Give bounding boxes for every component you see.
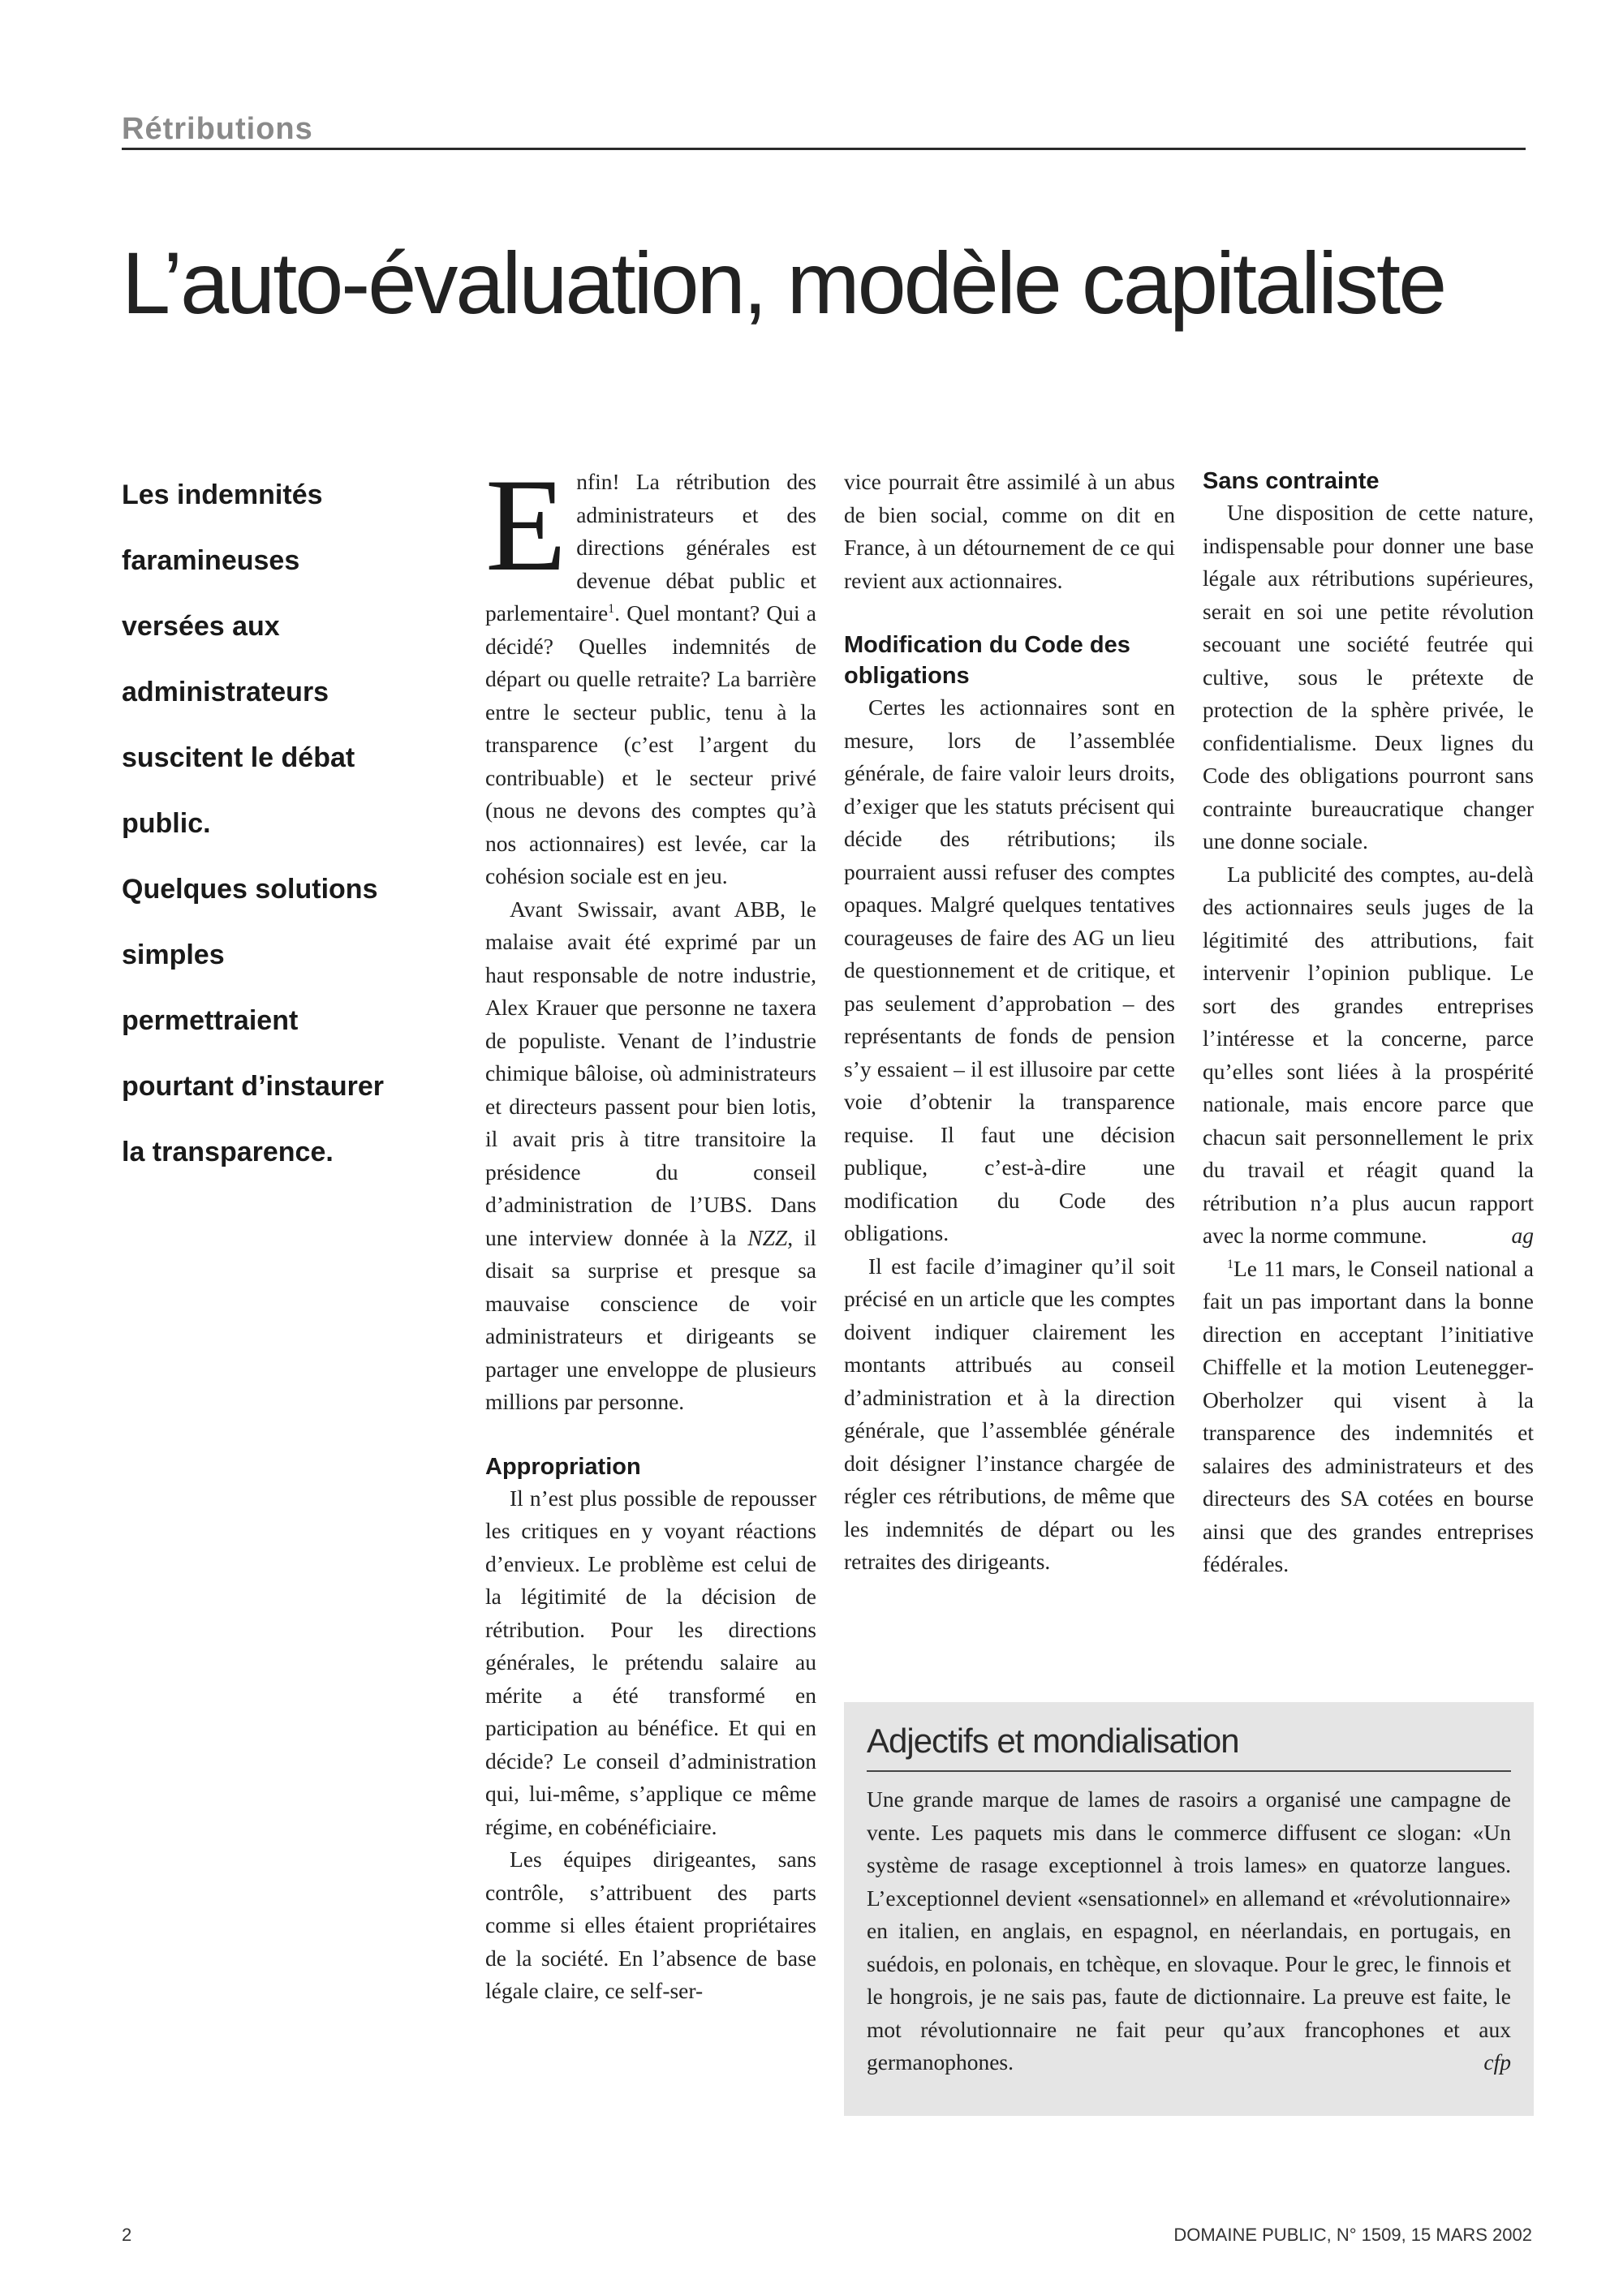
box-body: Une grande marque de lames de rasoirs a organisé une campagne de vente. Les paquets mis dans le commerce diffusent ce slogan: «Un système de rasage exceptionnel à trois lames» en quatorze langues. L’exceptionnel devient «sensationnel» en allemand et «révolutionnaire» en italien, en anglais, en espagnol, en néerlandais, en portugais, en suédois, en polonais, en tchèque, en slovaque. Pour le grec, le finnois et le hongrois, je ne sais pas, faute de dictionnaire. La preuve est faite, le mot révolutionnaire ne fait peur qu’aux francophones et aux germanophones. cfp (867, 1783, 1511, 2079)
publication-footer: DOMAINE PUBLIC, N° 1509, 15 MARS 2002 (1173, 2225, 1532, 2245)
author-signature: ag (1511, 1223, 1534, 1248)
subheading-sans-contrainte: Sans contrainte (1203, 468, 1380, 494)
subheading-code-des-obligations: Modification du Code des obligations (844, 632, 1130, 689)
article-title: L’auto-évaluation, modèle capitaliste (122, 234, 1445, 332)
drop-cap: E (485, 452, 567, 599)
lead-line: la transparence. (122, 1137, 334, 1167)
paragraph: Avant Swissair, avant ABB, le malaise avait été exprimé par un haut responsable de notre industrie, Alex Krauer que personne ne taxera de populiste. Venant de l’industrie chimique bâloise, où administrateurs et directeurs passent pour bien lotis, il avait pris à titre transitoire la présidence du conseil d’administration de l’UBS. Dans une interview donnée à la NZZ, il disait sa surprise et presque sa mauvaise conscience de voir administrateurs et dirigeants se partager une enveloppe de plusieurs millions par personne. (485, 896, 816, 1414)
rubric-label: Rétributions (122, 112, 313, 146)
paragraph: Il n’est plus possible de repousser les critiques en y voyant réactions d’envieux. Le problème est celui de la légitimité de la décision de rétribution. Pour les directions générales, le prétendu salaire au mérite a été transformé en participation au bénéfice. Et qui en décide? Le conseil d’administration qui, lui-même, s’applique ce même régime, en cobénéficiaire. (485, 1485, 816, 1839)
sidebar-box (844, 1702, 1534, 2116)
lead-line: Les indemnités (122, 479, 323, 510)
text-column-1 (485, 452, 816, 2008)
section-rubric (122, 109, 1526, 150)
lead-line: permettraient (122, 1005, 299, 1036)
lead-line: faramineuses (122, 545, 300, 576)
lead-line: versées aux (122, 611, 280, 642)
lead-line: public. (122, 808, 211, 839)
lead-line: simples (122, 939, 225, 970)
lead-line: suscitent le débat (122, 742, 355, 773)
box-signature: cfp (1483, 2049, 1511, 2075)
paragraph: Une disposition de cette nature, indispensable pour donner une base légale aux rétributions supérieures, serait en soi une petite révolution secouant une société feutrée qui cultive, sous le prétexte de protection de la sphère privée, le confidentialisme. Deux lignes du Code des obligations pourront sans contrainte bureaucratique changer une donne sociale. (1203, 500, 1534, 853)
paragraph: La publicité des comptes, au-delà des actionnaires seuls juges de la légitimité des attributions, fait intervenir l’opinion publique. Le sort des grandes entreprises l’intéresse et la concerne, parce qu’elles sont liées à la prospérité nationale, mais encore parce que chacun sait personnellement le prix du travail et réagit quand la rétribution n’a plus aucun rapport avec la norme commune. ag (1203, 858, 1534, 1253)
box-title: Adjectifs et mondialisation (867, 1722, 1239, 1760)
page-number: 2 (122, 2225, 132, 2245)
footnote-number: 1 (1227, 1257, 1233, 1271)
lead-line: administrateurs (122, 677, 329, 707)
text-column-3 (1203, 466, 1534, 1581)
paragraph: Les équipes dirigeantes, sans contrôle, s’attribuent des parts comme si elles étaient propriétaires de la société. En l’absence de base légale claire, ce self-ser- (485, 1847, 816, 2003)
paragraph: Il est facile d’imaginer qu’il soit précisé en un article que les comptes doivent indiquer clairement les montants attribués au conseil d’administration et à la direction générale, que l’assemblée générale doit désigner l’instance chargée de régler ces rétributions, de même que les indemnités de départ ou les retraites des dirigeants. (844, 1253, 1175, 1574)
paragraph: Certes les actionnaires sont en mesure, lors de l’assemblée générale, de faire valoir leurs droits, d’exiger que les statuts précisent qui décide des rétributions; ils pourraient aussi refuser des comptes opaques. Malgré quelques tentatives courageuses de faire des AG un lieu de questionnement et de critique, et pas seulement d’approbation – des représentants de fonds de pension s’y essaient – il est illusoire par cette voie d’obtenir la transparence requise. Il faut une décision publique, c’est-à-dire une modification du Code des obligations. (844, 694, 1175, 1245)
paragraph: Enfin! La rétribution des administrateurs et des directions générales est devenue débat public et parlementaire$^1$. Quel montant? Qui a décidé? Quelles indemnités de départ ou quelle retraite? La barrière entre le secteur public, tenu à la transparence (c’est l’argent du contribuable) et le secteur privé (nous ne devons des comptes qu’à nos actionnaires) est levée, car la cohésion sociale est en jeu. (485, 452, 816, 888)
subheading-appropriation: Appropriation (485, 1453, 641, 1480)
footnote-ref: 1 (608, 601, 615, 616)
publication-name: NZZ (747, 1224, 788, 1250)
box-divider (867, 1770, 1511, 1772)
lead-line: Quelques solutions (122, 874, 378, 905)
lead-line: pourtant d’instaurer (122, 1071, 385, 1102)
paragraph: vice pourrait être assimilé à un abus de bien social, comme on dit en France, à un détournement de ce qui revient aux actionnaires. (844, 469, 1175, 593)
article-lead (122, 462, 454, 1185)
footnote: $^1$Le 11 mars, le Conseil national a fait un pas important dans la bonne direction en acceptant l’initiative Chiffelle et la motion Leutenegger-Oberholzer qui visent à la transparence des indemnités et salaires des administrateurs et des directeurs des SA cotées en bourse ainsi que des grandes entreprises fédérales. (1203, 1255, 1534, 1576)
text-column-2 (844, 466, 1175, 1579)
